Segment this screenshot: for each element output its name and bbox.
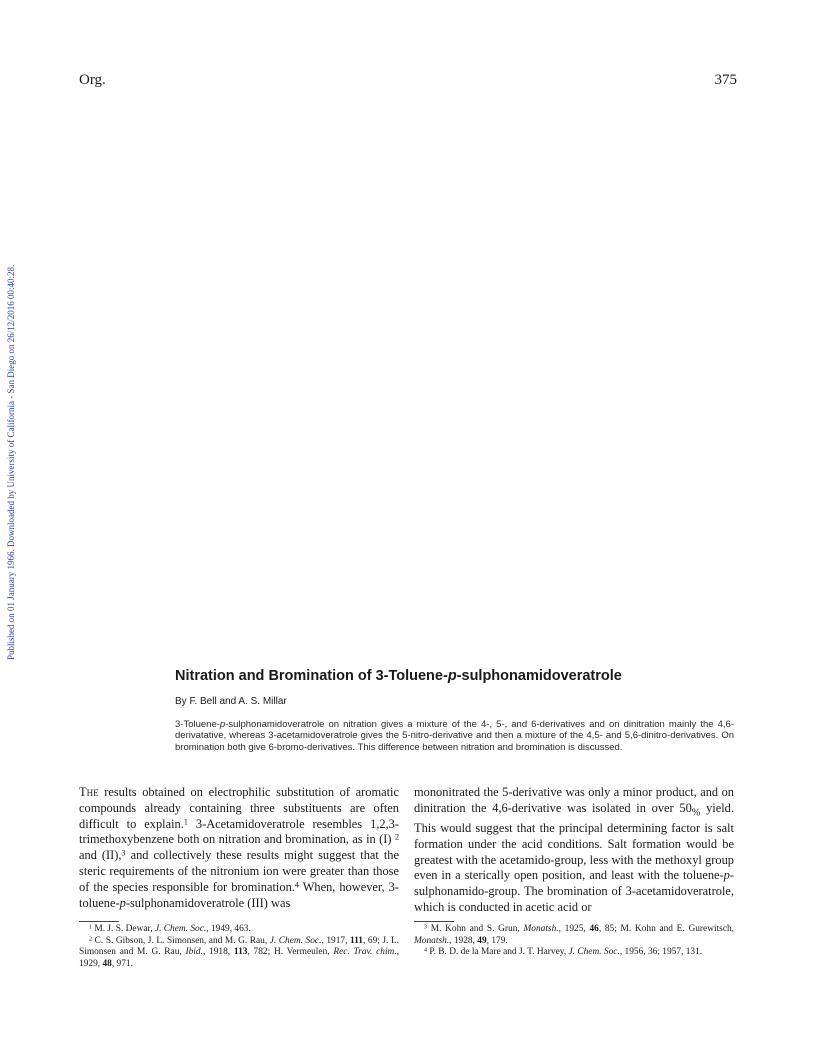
volume-bold: 113 bbox=[233, 947, 248, 958]
footnote-4 bbox=[414, 947, 734, 959]
title-italic: p bbox=[447, 668, 457, 684]
journal-italic: J. Chem. Soc. bbox=[269, 935, 322, 946]
footnote-1 bbox=[79, 924, 399, 936]
body-text: and collectively these results might suggest that the steric requirements of the nitronium ion were greater than those of the species responsible for bromination. bbox=[79, 848, 399, 894]
body-text: 3-Acetamidoveratrole resembles 1,2,3-trimethoxybenzene both on nitration and bromination, as in (I) bbox=[79, 816, 399, 847]
footnote-text: , 85; M. Kohn and E. Gurewitsch, bbox=[598, 924, 735, 934]
download-watermark[interactable]: Published on 01 January 1966. Downloaded by University of California - San Diego on 26/12/2016 00:40:28. bbox=[6, 264, 16, 660]
body-text: results obtained on electrophilic substitution of aromatic compounds already containing three substituents are often difficult to explain. bbox=[79, 785, 399, 831]
journal-italic: Monatsh. bbox=[414, 935, 450, 946]
footnote-text: M. J. S. Dewar, bbox=[92, 924, 155, 934]
footnotes-left bbox=[79, 924, 399, 970]
footnote-text: M. Kohn and S. Grun, bbox=[427, 924, 524, 934]
footnote-text: , 1918, bbox=[202, 947, 234, 958]
journal-name: Org. bbox=[79, 72, 106, 88]
title-text: Nitration and Bromination of 3-Toluene- bbox=[175, 668, 448, 684]
body-text: yield. This would suggest that the principal determining factor is salt formation under the acid conditions. Salt formation would be greatest with the acetamido-group, less with the methoxyl group even in a sterically open position, and least with the toluene- bbox=[414, 800, 734, 883]
footnote-text: C. S. Gibson, J. L. Simonsen, and M. G. Rau, bbox=[92, 935, 270, 946]
footnote-rule-right bbox=[414, 921, 454, 922]
page-number: 375 bbox=[714, 72, 737, 88]
body-text: mononitrated the 5-derivative was only a minor product, and on dinitration the 4,6-derivative was isolated in over 50 bbox=[414, 785, 734, 815]
reference-marker[interactable]: 4 bbox=[294, 880, 299, 890]
footnote-text: , 1917, bbox=[321, 935, 350, 946]
footnote-text: , 971. bbox=[111, 958, 133, 969]
footnote-text: , 1929, bbox=[79, 947, 400, 969]
article-title bbox=[175, 668, 622, 684]
journal-italic: J. Chem. Soc. bbox=[154, 924, 207, 934]
body-italic: p bbox=[119, 895, 126, 910]
reference-marker[interactable]: 1 bbox=[183, 816, 188, 826]
reference-marker[interactable]: 2 bbox=[394, 832, 399, 842]
footnotes-right bbox=[414, 924, 734, 959]
footnote-text: , 69; J. L. Simonsen and M. G. Rau, bbox=[79, 935, 400, 958]
footnote-number: 3 bbox=[424, 924, 428, 931]
footnote-rule-left bbox=[79, 921, 119, 922]
reference-marker[interactable]: 3 bbox=[121, 848, 126, 858]
footnote-text: , 1956, 36; 1957, 131. bbox=[619, 947, 703, 958]
footnote-2 bbox=[79, 936, 399, 971]
journal-italic: Ibid. bbox=[185, 947, 203, 958]
footnote-number: 1 bbox=[89, 924, 93, 931]
footnote-text: , 782; H. Vermeulen, bbox=[247, 947, 334, 958]
abstract-text: 3-Toluene- bbox=[175, 719, 220, 730]
body-column-right bbox=[414, 785, 734, 916]
body-text: and (II), bbox=[79, 848, 122, 863]
volume-bold: 48 bbox=[102, 958, 112, 969]
footnote-text: P. B. D. de la Mare and J. T. Harvey, bbox=[427, 947, 569, 958]
body-text: When, however, 3-toluene- bbox=[79, 879, 399, 910]
footnote-text: , 179. bbox=[486, 935, 508, 946]
volume-bold: 46 bbox=[589, 924, 599, 934]
percent-sign: % bbox=[691, 807, 701, 819]
footnote-text: , 1949, 463. bbox=[206, 924, 251, 934]
author-line: By F. Bell and A. S. Millar bbox=[175, 696, 287, 707]
title-text-end: -sulphonamidoveratrole bbox=[456, 668, 622, 684]
body-column-left bbox=[79, 785, 399, 911]
abstract-text-end: -sulphonamidoveratrole on nitration gives a mixture of the 4-, 5-, and 6-derivatives and on dinitration mainly the 4,6-derivatative, whereas 3-acetamidoveratrole gives the 5-nitro-derivative and then a mixture of the 4,5- and 5,6-dinitro-derivatives. On bromination both give 6-bromo-derivatives. This difference between nitration and bromination is discussed. bbox=[175, 719, 734, 753]
volume-bold: 49 bbox=[477, 935, 487, 946]
lead-word: The bbox=[79, 785, 99, 799]
body-text: -sulphonamido-group. The bromination of 3-acetamidoveratrole, which is conducted in acetic acid or bbox=[414, 868, 734, 915]
footnote-text: , 1928, bbox=[449, 935, 478, 946]
body-text: -sulphonamidoveratrole (III) was bbox=[125, 895, 291, 910]
journal-italic: J. Chem. Soc. bbox=[568, 947, 620, 958]
abstract bbox=[175, 719, 734, 753]
footnote-3 bbox=[414, 924, 734, 947]
footnote-text: , 1925, bbox=[558, 924, 590, 934]
volume-bold: 111 bbox=[349, 935, 363, 946]
body-italic: p bbox=[723, 868, 730, 883]
footnote-number: 4 bbox=[424, 947, 428, 954]
journal-italic: Monatsh. bbox=[523, 924, 559, 934]
journal-italic: Rec. Trav. chim. bbox=[333, 947, 397, 958]
footnote-number: 2 bbox=[89, 935, 93, 942]
abstract-italic: p bbox=[219, 719, 226, 730]
